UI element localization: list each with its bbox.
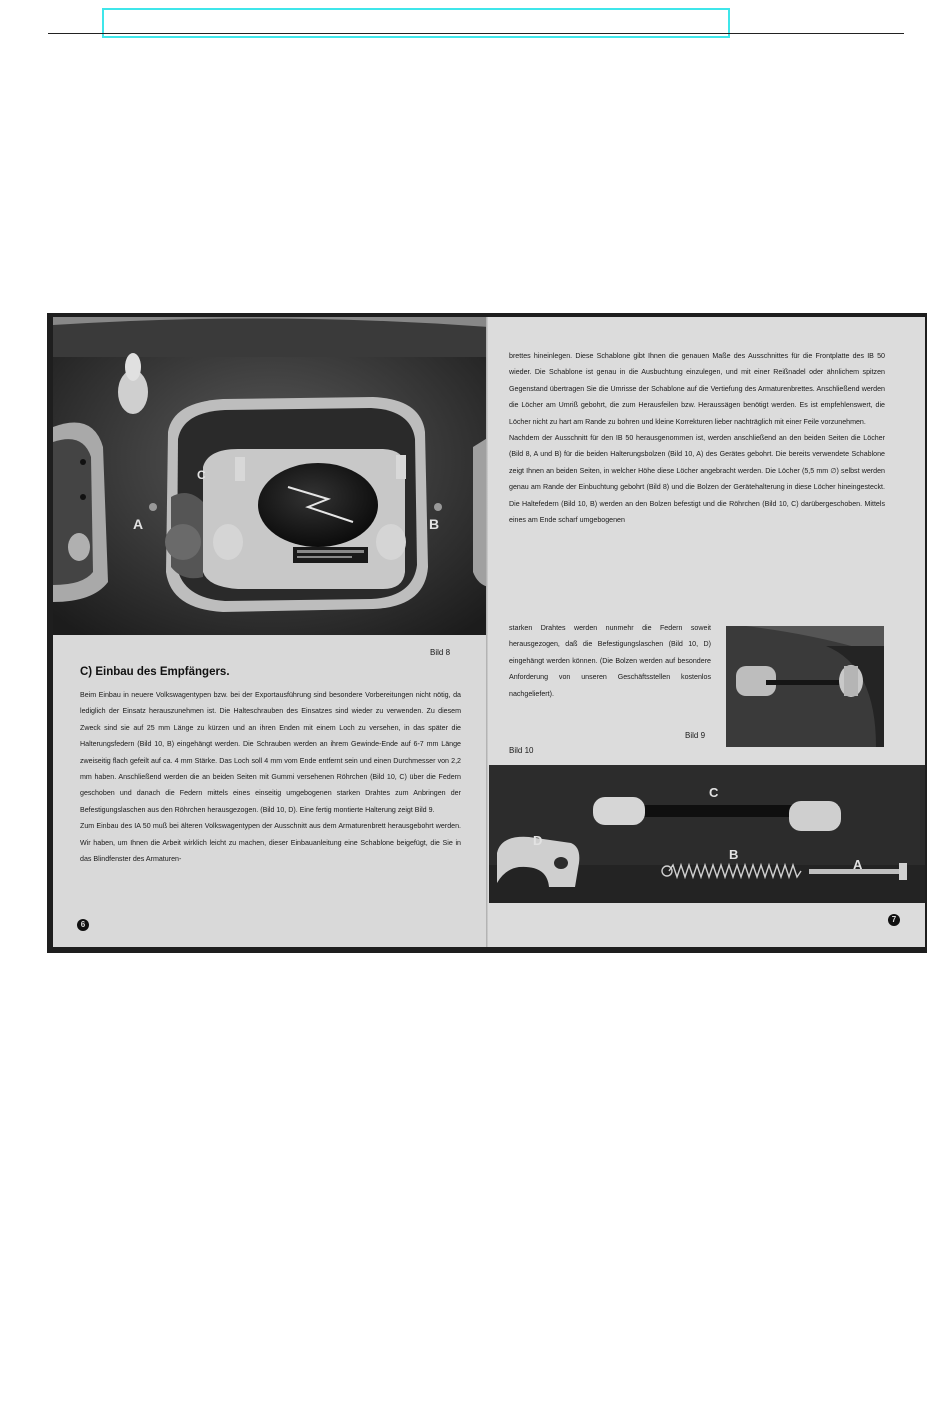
dashboard-photo: [53, 317, 489, 635]
left-page: [53, 317, 489, 947]
right-body-text-narrow: [509, 620, 711, 702]
left-body-text: [80, 687, 461, 867]
photo-label-c-right: C: [709, 785, 719, 800]
page-number-6: 6: [77, 919, 89, 931]
right-paragraph-1: brettes hineinlegen. Diese Schablone gibt Ihnen die genauen Maße des Ausschnittes für die Frontplatte des IB 50 wieder. Die Schablone ist genau in die Ausbuchtung einzulegen, und mit einer Reißnadel oder ähnlichem spitzen Gegenstand übertragen Sie die Umrisse der Schablone auf die Vertiefung des Armaturenbrettes. Anschließend werden die Löcher am Umriß gebohrt, die zum Herausfeilen bzw. Heraussägen benötigt werden. Es ist empfehlenswert, die Löcher nicht zu hart am Rande zu bohren und kleine Korrekturen lieber nachträglich mit einer Feile vorzunehmen.: [509, 352, 885, 426]
photo-label-d-right: D: [533, 833, 543, 848]
left-paragraph-1: Beim Einbau in neuere Volkswagentypen bzw. bei der Exportausführung sind besondere Vorbereitungen nicht nötig, da lediglich der Einsatz herauszunehmen ist. Die Halteschrauben des Einsatzes sind wieder zu verwenden. Zu diesem Zweck sind sie auf 25 mm Länge zu kürzen und an ihren Enden mit einem Loch zu versehen, in das später die Halterungsfedern (Bild 10, B) eingehängt werden. Die Schrauben werden an ihrem Gewinde-Ende auf 6-7 mm Länge zweiseitig flach gefeilt auf ca. 4 mm Stärke. Das Loch soll 4 mm vom Ende entfernt sein und einen Durchmesser von 2,2 mm haben. Anschließend werden die an beiden Seiten mit Gummi versehenen Röhrchen (Bild 10, C) über die Federn geschoben und danach die Federn mittels eines einseitig umgebogenen starken Drahtes zum Anbringen der Befestigungslaschen aus den Röhrchen herausgezogen. (Bild 10, D). Eine fertig montierte Halterung zeigt Bild 9.: [80, 691, 461, 814]
left-paragraph-2: Zum Einbau des IA 50 muß bei älteren Volkswagentypen der Ausschnitt aus dem Armaturenbrett herausgebohrt werden. Wir haben, um Ihnen die Arbeit wirklich leicht zu machen, dieser Einbauanleitung eine Schablone beigefügt, die Sie in das Blindfenster des Armaturen-: [80, 822, 461, 864]
bild-10-photo: [489, 765, 925, 903]
section-heading: C) Einbau des Empfängers.: [80, 666, 230, 678]
right-body-text: [509, 348, 885, 528]
right-page: [489, 317, 925, 947]
photo-label-a: A: [133, 516, 144, 532]
caption-bild-8: Bild 8: [430, 648, 451, 657]
photo-label-c: C: [197, 468, 206, 482]
photo-label-b-right: B: [729, 847, 739, 862]
top-rule: [48, 33, 904, 34]
right-paragraph-3: starken Drahtes werden nunmehr die Federn soweit herausgezogen, daß die Befestigungslaschen (Bild 10, D) eingehängt werden können. (Die Bolzen werden auf besondere Anforderung von unseren Geschäftsstellen kostenlos nachgeliefert).: [509, 624, 711, 698]
bild-9-photo: [726, 626, 884, 747]
photo-label-b: B: [429, 516, 440, 532]
page-number-7: 7: [888, 914, 900, 926]
right-paragraph-2: Nachdem der Ausschnitt für den IB 50 herausgenommen ist, werden anschließend an den beiden Seiten die Löcher (Bild 8, A und B) für die beiden Halterungsbolzen (Bild 10, A) des Gerätes gebohrt. Die bereits verwendete Schablone zeigt Ihnen an beiden Seiten, in welcher Höhe diese Löcher angebracht werden. Die Löcher (5,5 mm ∅) selbst werden genau am Rande der Einbuchtung gebohrt (Bild 8) und die Bolzen der Gerätehalterung in diese Löcher hineingesteckt. Die Haltefedern (Bild 10, B) werden an den Bolzen befestigt und die Röhrchen (Bild 10, C) darübergeschoben. Mittels eines am Ende scharf umgebogenen: [509, 434, 885, 525]
scanned-spread: [47, 313, 927, 953]
caption-bild-10: Bild 10: [509, 746, 534, 755]
photo-label-a-right: A: [853, 857, 863, 872]
caption-bild-9: Bild 9: [685, 731, 706, 740]
